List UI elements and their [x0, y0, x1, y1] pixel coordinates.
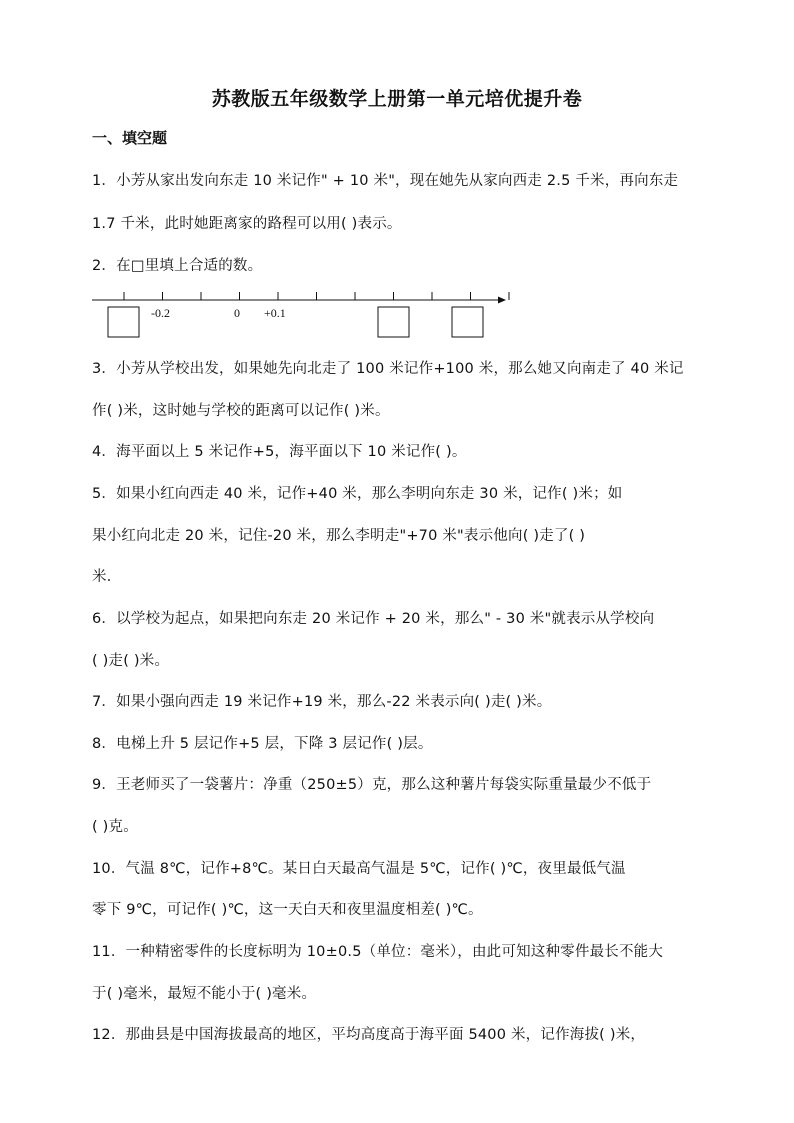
- question-9-line-1: 9．王老师买了一袋薯片：净重（250±5）克，那么这种薯片每袋实际重量最少不低于: [92, 777, 652, 793]
- number-line-figure: [88, 284, 518, 340]
- question-5-line-2: 果小红向北走 20 米，记住-20 米，那么李明走"+70 米"表示他向( )走了( ): [92, 528, 586, 544]
- question-11-line-1: 11．一种精密零件的长度标明为 10±0.5（单位：毫米），由此可知这种零件最长不能大: [92, 944, 664, 960]
- question-4-line-1: 4．海平面以上 5 米记作+5，海平面以下 10 米记作( )。: [92, 444, 467, 460]
- question-3-line-2: 作( )米，这时她与学校的距离可以记作( )米。: [92, 403, 390, 419]
- number-line-svg: [88, 284, 518, 340]
- question-9-line-2: ( )克。: [92, 819, 138, 835]
- question-8-line-1: 8．电梯上升 5 层记作+5 层，下降 3 层记作( )层。: [92, 736, 433, 752]
- answer-box-3: [452, 307, 483, 337]
- question-1-line-1: 1．小芳从家出发向东走 10 米记作" + 10 米"，现在她先从家向西走 2.5 千米，再向东走: [92, 173, 679, 189]
- page-title: 苏教版五年级数学上册第一单元培优提升卷: [211, 88, 583, 110]
- question-7-line-1: 7．如果小强向西走 19 米记作+19 米，那么-22 米表示向( )走( )米。: [92, 694, 552, 710]
- number-line-ticks: [124, 292, 509, 300]
- question-5-line-3: 米．: [92, 569, 122, 585]
- number-line-label-neg02: -0.2: [151, 306, 170, 320]
- question-6-line-1: 6．以学校为起点，如果把向东走 20 米记作 + 20 米，那么" - 30 米"就表示从学校向: [92, 611, 655, 627]
- answer-box-1: [108, 307, 139, 337]
- question-11-line-2: 于( )毫米，最短不能小于( )毫米。: [92, 986, 317, 1002]
- question-1-line-2: 1.7 千米，此时她距离家的路程可以用( )表示。: [92, 216, 402, 232]
- question-3-line-1: 3．小芳从学校出发，如果她先向北走了 100 米记作+100 米，那么她又向南走了 40 米记: [92, 361, 684, 377]
- question-2-line-1: 2．在□里填上合适的数。: [92, 258, 263, 274]
- question-12-line-1: 12．那曲县是中国海拔最高的地区，平均高度高于海平面 5400 米，记作海拔( )米，: [92, 1027, 646, 1043]
- number-line-label-pos01: +0.1: [264, 306, 286, 320]
- question-5-line-1: 5．如果小红向西走 40 米，记作+40 米，那么李明向东走 30 米，记作( )米；如: [92, 486, 623, 502]
- answer-box-2: [378, 307, 409, 337]
- question-10-line-1: 10．气温 8℃，记作+8℃。某日白天最高气温是 5℃，记作( )℃，夜里最低气温: [92, 861, 626, 877]
- number-line-arrow: [498, 297, 506, 304]
- section-heading: 一、填空题: [92, 129, 168, 147]
- number-line-label-zero: 0: [234, 306, 240, 320]
- question-6-line-2: ( )走( )米。: [92, 653, 170, 669]
- question-10-line-2: 零下 9℃，可记作( )℃，这一天白天和夜里温度相差( )℃。: [92, 902, 483, 918]
